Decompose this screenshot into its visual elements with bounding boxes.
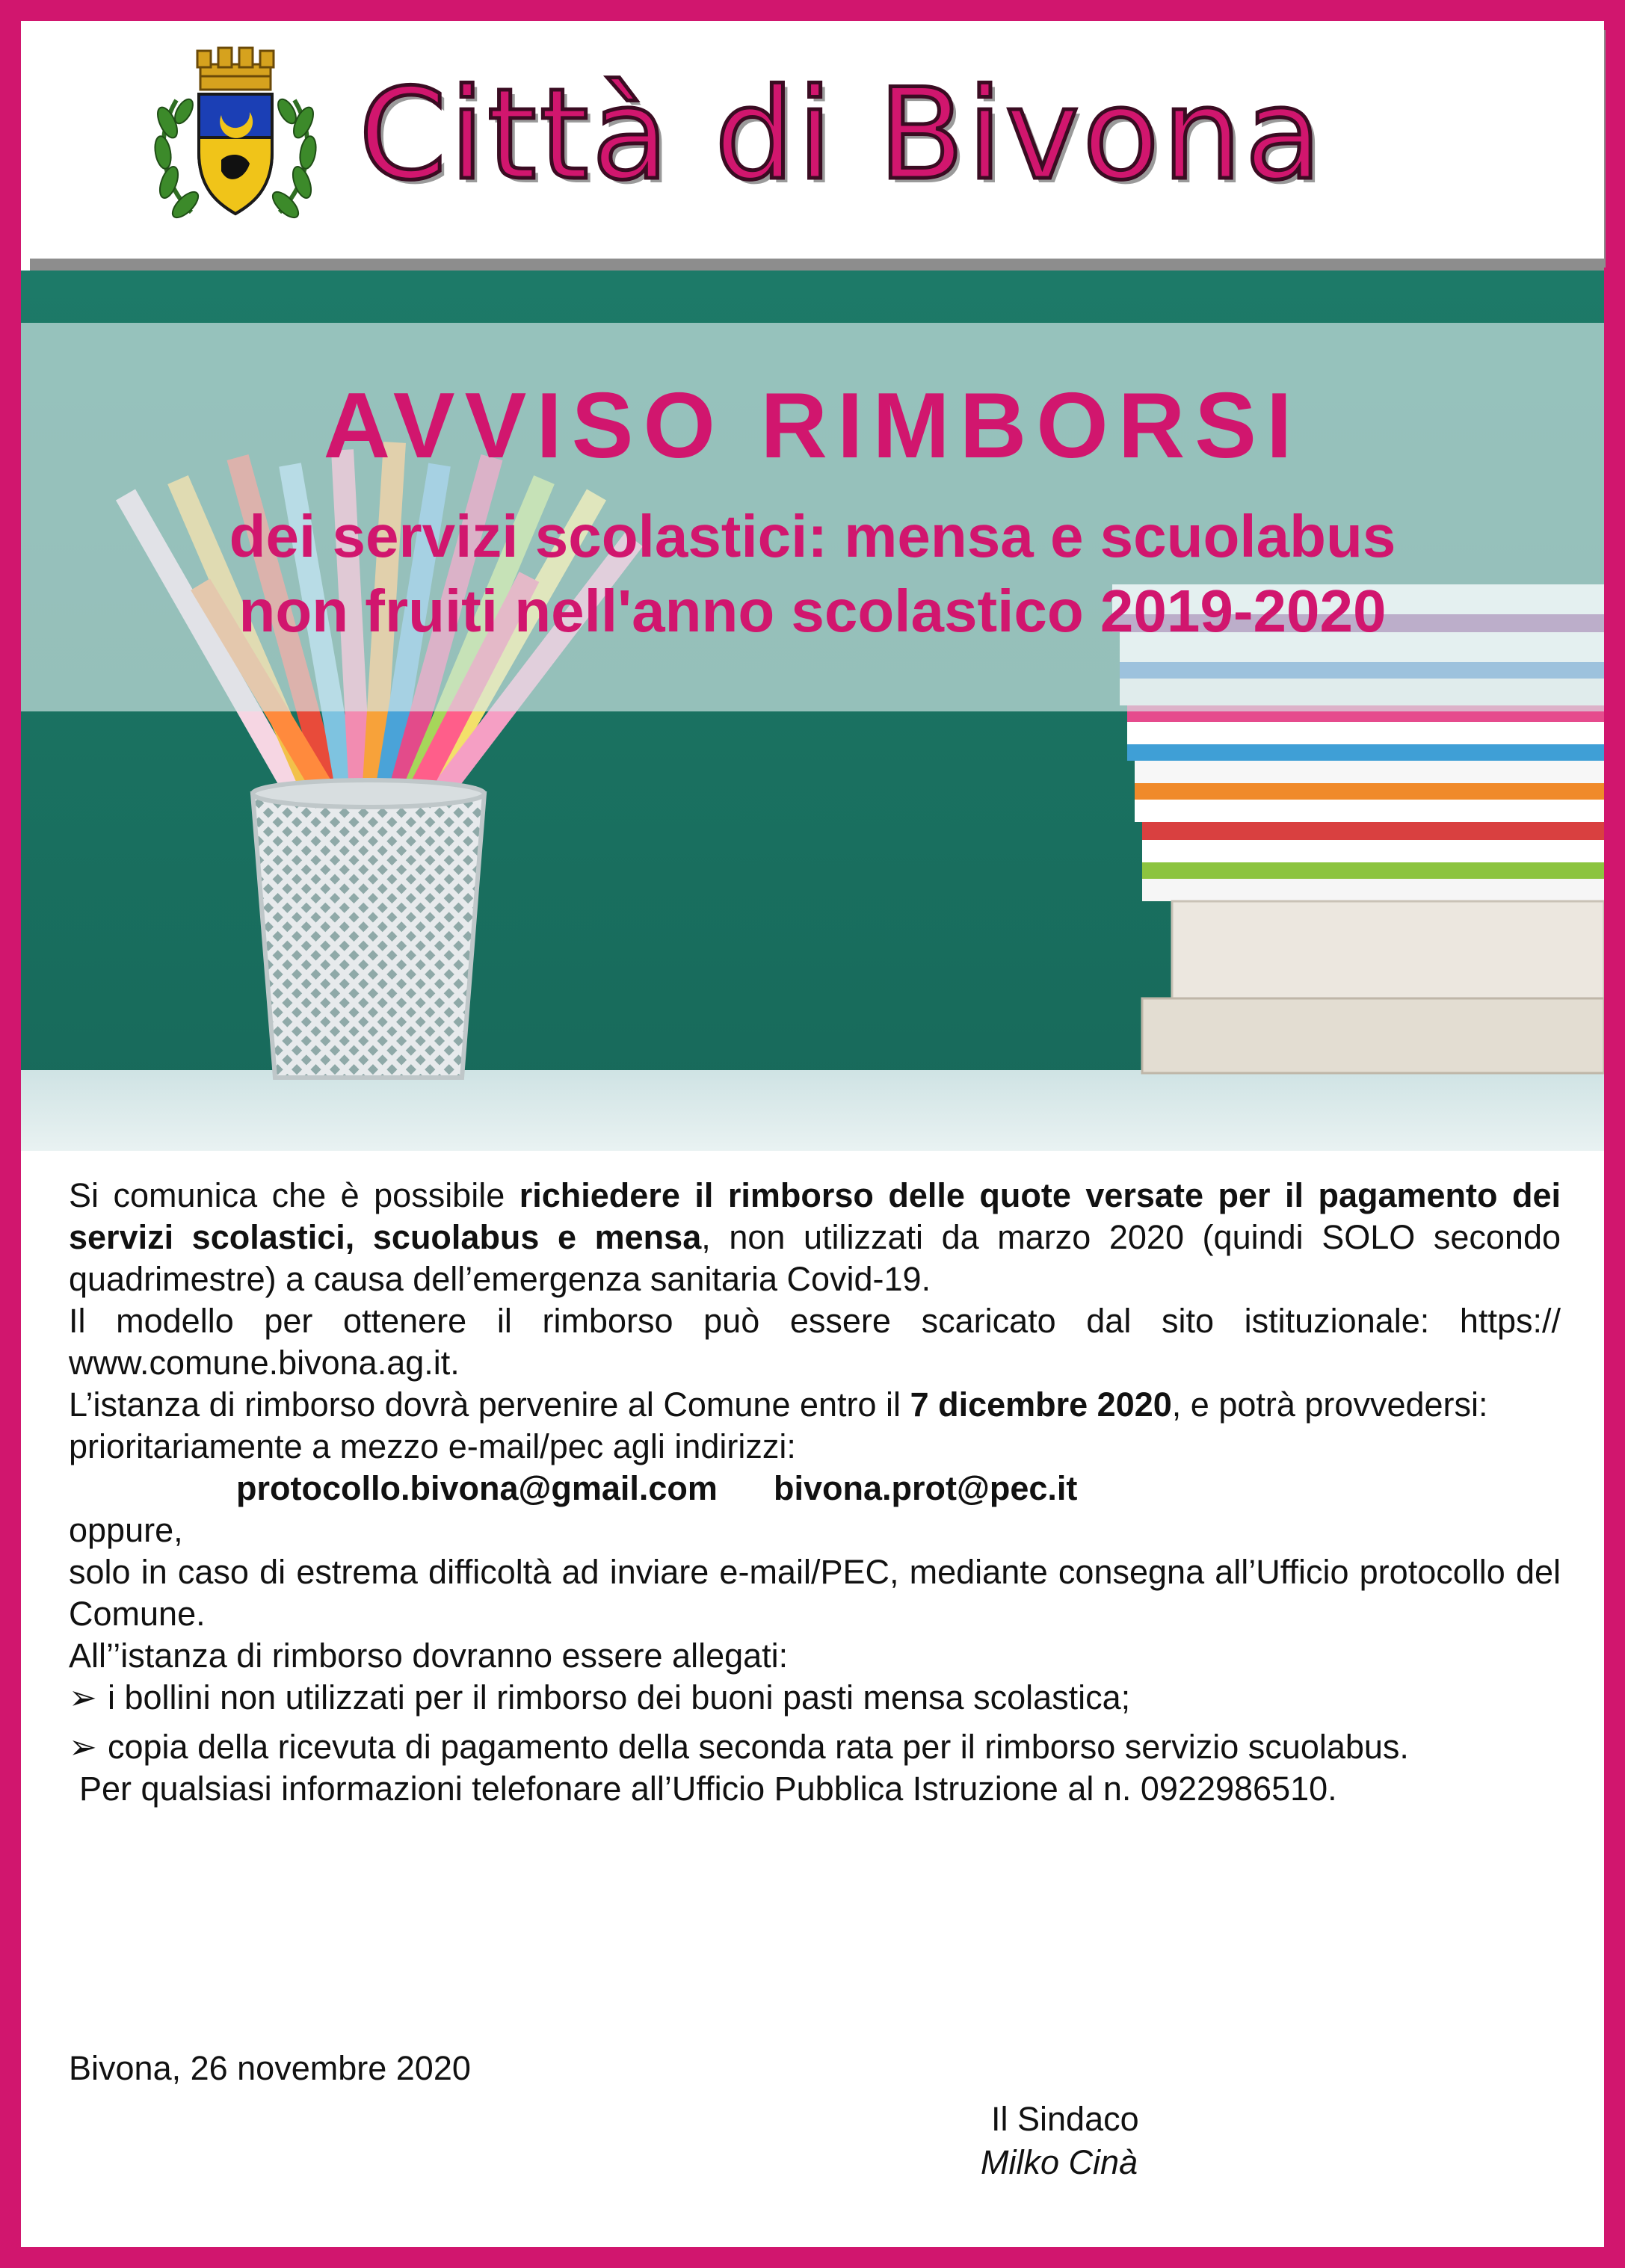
paragraph-oppure: oppure, [69, 1511, 183, 1549]
arrow-bullet-icon: ➢ [69, 1728, 97, 1766]
list-item-text: i bollini non utilizzati per il rimborso dei buoni pasti mensa scolastica; [108, 1678, 1131, 1717]
intro-text-end: , non utilizzati da marzo 2020 (quindi SOLO secondo quadrimestre) a causa dell’emergenza sanitaria Covid-19. [69, 1218, 1561, 1298]
paragraph-delivery: solo in caso di estrema difficoltà ad inviare e-mail/PEC, mediante consegna all’Ufficio protocollo del Comune. [69, 1553, 1561, 1633]
deadline-text: L’istanza di rimborso dovrà pervenire al Comune entro il [69, 1385, 910, 1424]
paragraph-intro [69, 1175, 1561, 1300]
paragraph-attachments: All’’istanza di rimborso dovranno essere allegati: [69, 1637, 789, 1675]
signature-title: Il Sindaco [991, 2100, 1139, 2138]
notice-subtitle-line1: dei servizi scolastici: mensa e scuolabus [229, 503, 1396, 569]
arrow-bullet-icon: ➢ [69, 1678, 97, 1717]
signature-name: Milko Cinà [981, 2143, 1138, 2181]
city-title: Città di Bivona [359, 61, 1325, 208]
notice-subtitle-line2: non fruiti nell'anno scolastico 2019-2020 [238, 578, 1387, 644]
intro-bold-text: richiedere il rimborso delle quote versate per il pagamento dei servizi scolastici, scuolabus e mensa [69, 1176, 1561, 1256]
email-addresses [69, 1468, 1561, 1510]
list-item [69, 1726, 1561, 1768]
deadline-date: 7 dicembre 2020 [910, 1385, 1172, 1424]
coat-of-arms-icon [147, 40, 324, 235]
list-item-text: copia della ricevuta di pagamento della seconda rata per il rimborso servizio scuolabus. [108, 1728, 1409, 1766]
header-shadow-bottom [30, 259, 1604, 271]
notice-title: AVVISO RIMBORSI [323, 374, 1302, 478]
email-pec-link[interactable]: bivona.prot@pec.it [773, 1469, 1078, 1507]
list-item [69, 1677, 1561, 1719]
deadline-text-end: , e potrà provvedersi: [1171, 1385, 1488, 1424]
paragraph-email-intro: prioritariamente a mezzo e-mail/pec agli indirizzi: [69, 1427, 796, 1465]
paragraph-download: Il modello per ottenere il rimborso può essere scaricato dal sito istituzionale: https:// www.comune.bivona.ag.it. [69, 1302, 1561, 1382]
intro-text: Si comunica che è possibile [69, 1176, 519, 1214]
notice-body [69, 1175, 1561, 1810]
date-line: Bivona, 26 novembre 2020 [69, 2049, 471, 2087]
paragraph-info: Per qualsiasi informazioni telefonare all’Ufficio Pubblica Istruzione al n. 0922986510. [79, 1770, 1337, 1808]
email-protocollo-link[interactable]: protocollo.bivona@gmail.com [236, 1469, 718, 1507]
paragraph-deadline [69, 1384, 1561, 1426]
